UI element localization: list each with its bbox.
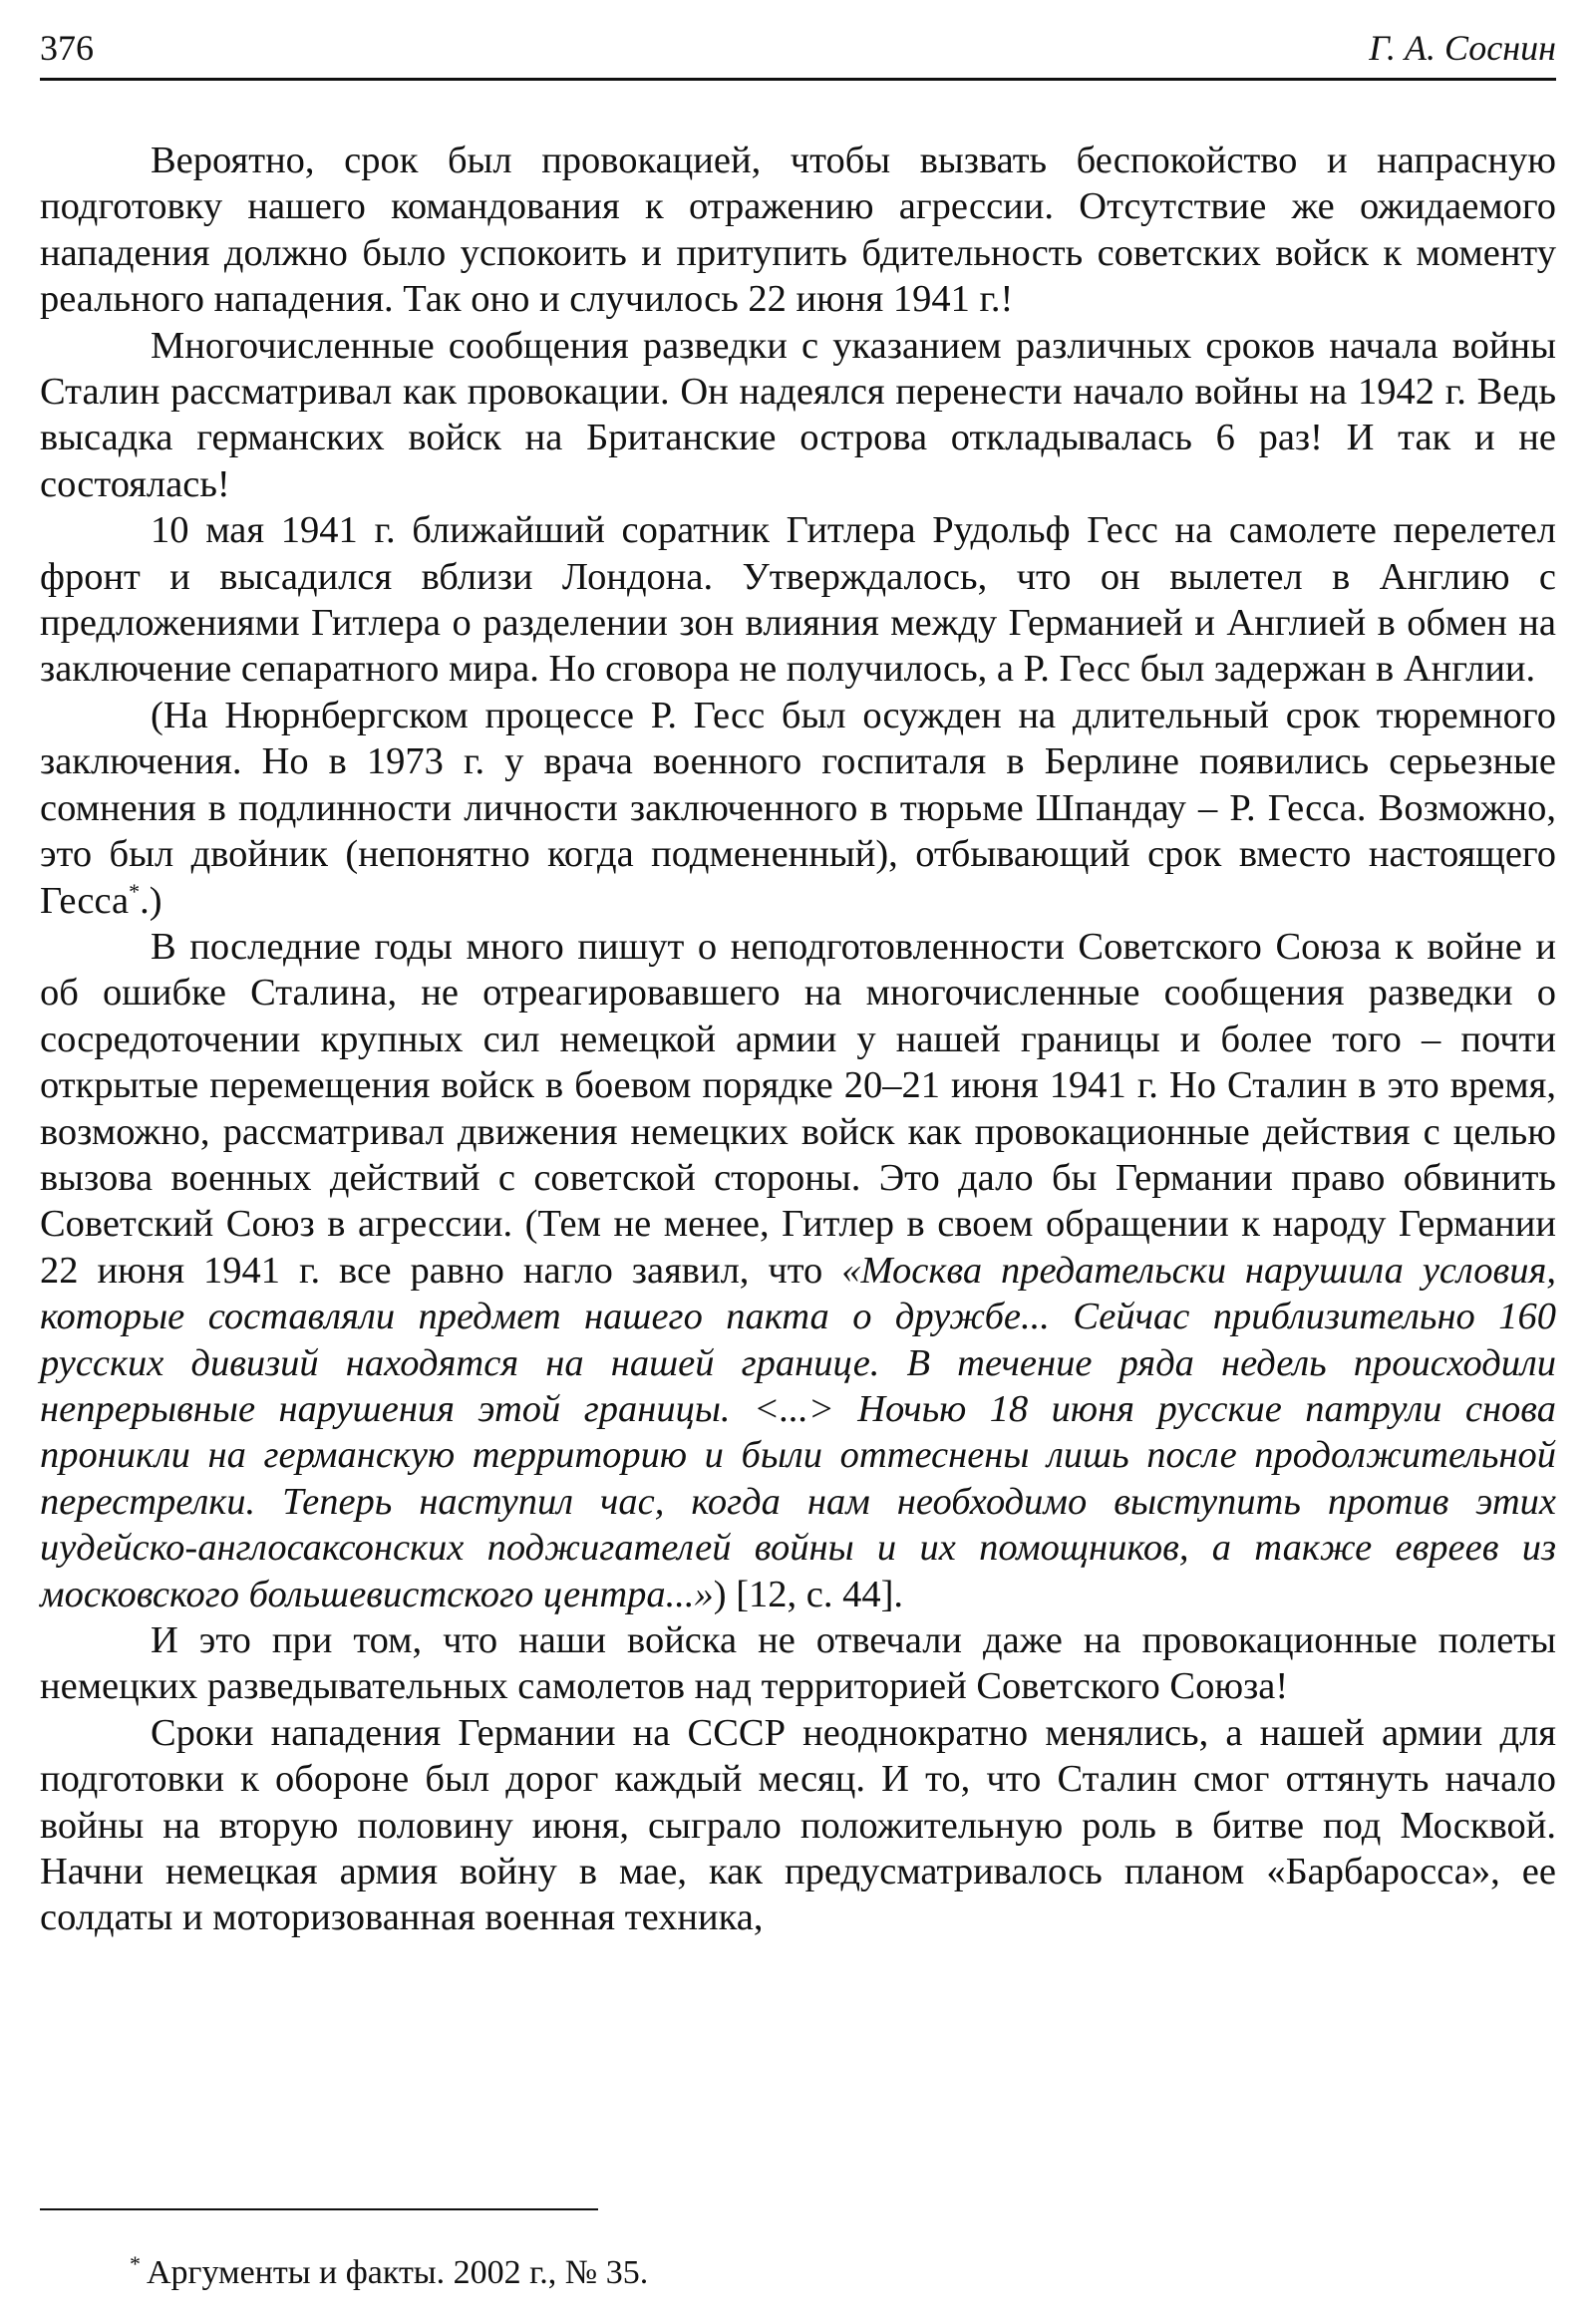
footnote-text: Аргументы и факты. 2002 г., № 35. — [147, 2254, 649, 2291]
footnote-divider — [40, 2208, 598, 2210]
paragraph: И это при том, что наши войска не отвечали даже на провокационные полеты немецких разведывательных самолетов над территорией Советского Союза! — [40, 1619, 1556, 1708]
paragraph: Сроки нападения Германии на СССР неоднократно менялись, а нашей армии для подготовки к обороне был дорог каждый месяц. И то, что Сталин смог оттянуть начало войны на вторую половину июня, сыграло положительную роль в битве под Москвой. Начни немецкая армия войну в мае, как предусматривалось планом «Барбаросса», ее солдаты и моторизованная военная техника, — [40, 1711, 1556, 1939]
page-number: 376 — [40, 28, 94, 68]
paragraph: Вероятно, срок был провокацией, чтобы вызвать беспокойство и напрасную подготовку нашего командования к отражению агрессии. Отсутствие же ожидаемого нападения должно было успокоить и притупить бдительность советских войск к моменту реального нападения. Так оно и случилось 22 июня 1941 г.! — [40, 140, 1556, 321]
page-header — [40, 26, 1556, 81]
running-head: Г. А. Соснин — [1369, 28, 1556, 68]
hitler-quote: «Москва предательски нарушила условия, которые составляли предмет нашего пакта о дружбе... Сейчас приблизительно 160 русских дивизий находятся на нашей границе. В течение ряда недель происходили непрерывные нарушения этой границы. <...> Ночью 18 июня русские патрули снова проникли на германскую территорию и были оттеснены лишь после продолжительной перестрелки. Теперь наступил час, когда нам необходимо выступить против этих иудейско-англосаксонских поджигателей войны и их помощников, а также евреев из московского большевистского центра...» — [40, 1249, 1557, 1615]
paragraph: 10 мая 1941 г. ближайший соратник Гитлера Рудольф Гесс на самолете перелетел фронт и высадился вблизи Лондона. Утверждалось, что он вылетел в Англию с предложениями Гитлера о разделении зон влияния между Германией и Англией в обмен на заключение сепаратного мира. Но сговора не получилось, а Р. Гесс был задержан в Англии. — [40, 509, 1556, 691]
main-text — [40, 138, 1556, 1941]
footnote — [130, 2244, 1326, 2293]
footnote-mark: * — [130, 2251, 141, 2276]
paragraph: Многочисленные сообщения разведки с указанием различных сроков начала войны Сталин рассматривал как провокации. Он надеялся перенести начало войны на 1942 г. Ведь высадка германских войск на Британские острова откладывалась 6 раз! И так и не состоялась! — [40, 324, 1556, 505]
paragraph: (На Нюрнбергском процессе Р. Гесс был осужден на длительный срок тюремного заключения. Но в 1973 г. у врача военного госпиталя в Берлине появились серьезные сомнения в подлинности личности заключенного в тюрьме Шпандау – Р. Гесса. Возможно, это был двойник (непонятно когда подмененный), отбывающий срок вместо настоящего Гесса*.) — [40, 694, 1556, 922]
paragraph: В последние годы много пишут о неподготовленности Советского Союза к войне и об ошибке Сталина, не отреагировавшего на многочисленные сообщения разведки о сосредоточении крупных сил немецкой армии у нашей границы и более того – почти открытые перемещения войск в боевом порядке 20–21 июня 1941 г. Но Сталин в это время, возможно, рассматривал движения немецких войск как провокационные действия с целью вызова военных действий с советской стороны. Это дало бы Германии право обвинить Советский Союз в агрессии. (Тем не менее, Гитлер в своем обращении к народу Германии 22 июня 1941 г. все равно нагло заявил, что «Москва предательски нарушила условия, которые составляли предмет нашего пакта о дружбе... Сейчас приблизительно 160 русских дивизий находятся на нашей границе. В течение ряда недель происходили непрерывные нарушения этой границы. <...> Ночью 18 июня русские патрули снова проникли на германскую территорию и были оттеснены лишь после продолжительной перестрелки. Теперь наступил час, когда нам необходимо выступить против этих иудейско-англосаксонских поджигателей войны и их помощников, а также евреев из московского большевистского центра...») [12, с. 44]. — [40, 925, 1557, 1615]
footnote-reference: * — [129, 878, 141, 904]
